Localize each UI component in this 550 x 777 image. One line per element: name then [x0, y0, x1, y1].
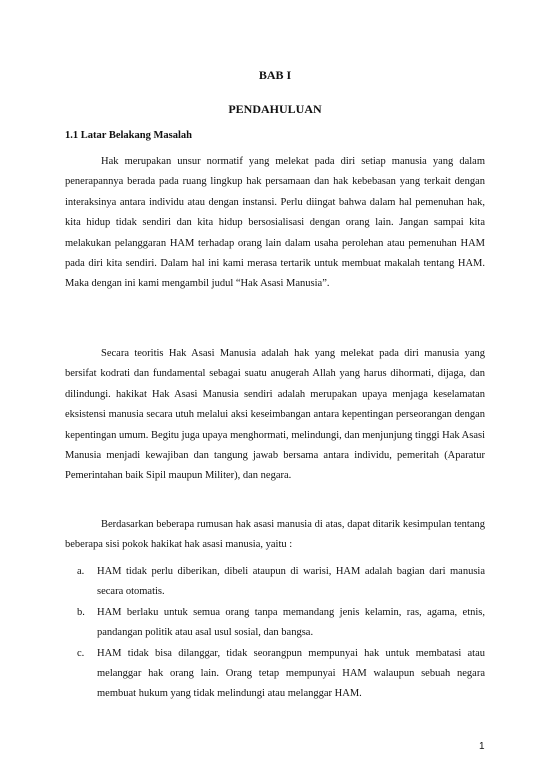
list-item — [65, 603, 485, 644]
list-marker: b. — [77, 606, 85, 618]
list-item-text: HAM berlaku untuk semua orang tanpa memandang jenis kelamin, ras, agama, etnis, pandangan politik atau asal usul sosial, dan bangsa. — [97, 606, 485, 639]
list-marker: a. — [77, 566, 85, 577]
paragraph-2: Secara teoritis Hak Asasi Manusia adalah hak yang melekat pada diri manusia yang bersifat kodrati dan fundamental sebagai suatu anugerah Allah yang harus dihormati, dijaga, dan dilindungi. hakikat Hak Asasi Manusia sendiri adalah merupakan upaya menjaga keselamatan eksistensi manusia secara utuh melalui aksi keseimbangan antara kepentingan perseorangan dengan kepentingan umum. Begitu juga upaya menghormati, melindungi, dan menjunjung tinggi Hak Asasi Manusia menjadi kewajiban dan tangung jawab bersama antara individu, pemeritah (Aparatur Pemerintahan baik Sipil maupun Militer), dan negara. — [65, 348, 485, 482]
list-item-text: HAM tidak bisa dilanggar, tidak seorangpun mempunyai hak untuk membatasi atau melanggar hak orang lain. Orang tetap mempunyai HAM walaupun sebuah negara membuat hukum yang tidak melindungi atau melanggar HAM. — [97, 647, 485, 700]
chapter-title: PENDAHULUAN — [228, 102, 322, 116]
conclusion-list — [65, 562, 485, 705]
section-heading: 1.1 Latar Belakang Masalah — [65, 130, 192, 141]
paragraph-3: Berdasarkan beberapa rumusan hak asasi manusia di atas, dapat ditarik kesimpulan tentang beberapa sisi pokok hakikat hak asasi manusia, yaitu : — [65, 519, 485, 551]
list-item-text: HAM tidak perlu diberikan, dibeli ataupun di warisi, HAM adalah bagian dari manusia secara otomatis. — [97, 566, 485, 598]
paragraph-1: Hak merupakan unsur normatif yang melekat pada diri setiap manusia yang dalam penerapannya berada pada ruang lingkup hak persamaan dan hak kebebasan yang terkait dengan interaksinya antara individu atau dengan instansi. Perlu diingat bahwa dalam hal pemenuhan hak, kita hidup tidak sendiri dan kita hidup bersosialisasi dengan orang lain. Jangan sampai kita melakukan pelanggaran HAM terhadap orang lain dalam usaha perolehan atau pemenuhan HAM pada diri kita sendiri. Dalam hal ini kami merasa tertarik untuk membuat makalah tentang HAM. Maka dengan ini kami mengambil judul “Hak Asasi Manusia”. — [65, 156, 485, 290]
list-item — [65, 644, 485, 705]
chapter-label: BAB I — [258, 68, 292, 82]
page-number: 1 — [479, 741, 485, 752]
list-marker: c. — [77, 647, 85, 659]
list-item — [65, 562, 485, 603]
